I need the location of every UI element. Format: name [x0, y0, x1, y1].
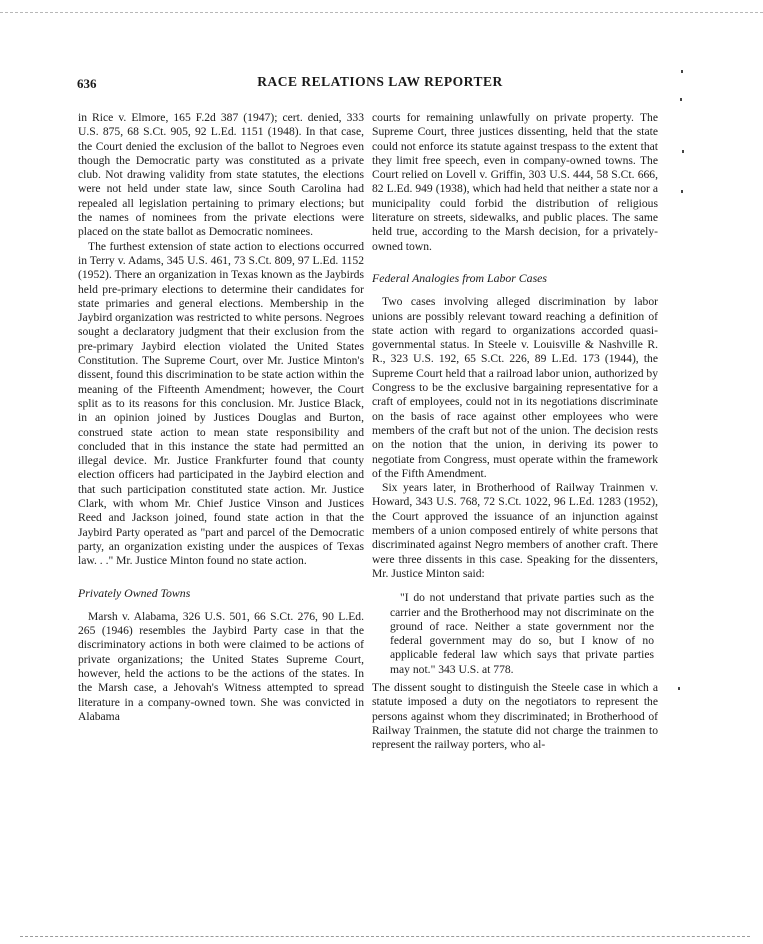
- paragraph: Six years later, in Brotherhood of Railway Trainmen v. Howard, 343 U.S. 768, 72 S.Ct. 1022, 96 L.Ed. 1283 (1952), the Court approved the issuance of an injunction against members of a union composed entirely of white persons that discriminated against Negro members of another craft. There were three dissents in this case. Speaking for the dissenters, Mr. Justice Minton said:: [372, 481, 658, 580]
- page-number: 636: [77, 76, 97, 91]
- block-quote: "I do not understand that private parties such as the carrier and the Brotherhood may not discriminate on the ground of race. Neither a state government nor the federal government may do so, but I know of no applicable federal law which says that private parties may not." 343 U.S. at 778.: [390, 591, 654, 676]
- section-heading: Privately Owned Towns: [78, 585, 191, 600]
- paragraph: The furthest extension of state action to elections occurred in Terry v. Adams, 345 U.S. 461, 73 S.Ct. 809, 97 L.Ed. 1152 (1952). There an organization in Texas known as the Jaybirds held pre-primary elections to determine their candidates for state primaries and general elections. Membership in the Jaybird organization was restricted to white persons. Negroes sought a declaratory judgment that their exclusion from the pre-primary Jaybird election violated the United States Constitution. The Supreme Court, over Mr. Justice Minton's dissent, found this discrimination to be state action within the meaning of the Fifteenth Amendment; however, the Court split as to its reasons for this conclusion. Mr. Justice Black, in an opinion joined by Justices Douglas and Burton, construed state action to mean state responsibility and concluded that in this instance the state had permitted an illegal device. Mr. Justice Frankfurter found that county election officers had participated in the Jaybird election and that such participation constituted state action. Mr. Justice Clark, with whom Mr. Chief Justice Vinson and Justices Reed and Jackson joined, found state action in that the Jaybird Party operated as "part and parcel of the Democratic party, an organization existing under the auspices of Texas law. . ." Mr. Justice Minton found no state action.: [78, 239, 364, 568]
- scan-edge-bottom: [20, 936, 750, 937]
- scan-speck: [681, 190, 683, 193]
- scan-speck: [678, 687, 680, 690]
- paragraph: Two cases involving alleged discrimination by labor unions are possibly relevant toward reaching a definition of state action with regard to organizations accorded quasi-governmental status. In Steele v. Louisville & Nashville R. R., 323 U.S. 192, 65 S.Ct. 226, 89 L.Ed. 173 (1944), the Supreme Court held that a railroad labor union, authorized by Congress to be the exclusive bargaining representative for a craft of employees, could not in its negotiations discriminate on the basis of race against other employees who were members of the craft but not of the union. The decision rests on the notion that the union, in deriving its power to negotiate from Congress, must operate within the framework of the Fifth Amendment.: [372, 295, 658, 480]
- section-heading: Federal Analogies from Labor Cases: [372, 270, 547, 285]
- scan-speck: [680, 98, 682, 101]
- scan-speck: [681, 70, 683, 73]
- scan-edge-top: [0, 12, 763, 13]
- paragraph: courts for remaining unlawfully on private property. The Supreme Court, three justices dissenting, held that the state could not enforce its statute against trespass to the extent that they limit free speech, even in company-owned towns. The Court relied on Lovell v. Griffin, 303 U.S. 444, 58 S.Ct. 666, 82 L.Ed. 949 (1938), which had held that neither a state nor a municipality could forbid the distribution of religious literature on streets, sidewalks, and public places. The same held true, according to the Marsh decision, for a privately-owned town.: [372, 111, 658, 253]
- scan-speck: [682, 150, 684, 153]
- paragraph: Marsh v. Alabama, 326 U.S. 501, 66 S.Ct. 276, 90 L.Ed. 265 (1946) resembles the Jaybird Party case in that the discriminatory actions in both were claimed to be actions of private organizations; the United States Supreme Court, however, held the actions to be the actions of the states. In the Marsh case, a Jehovah's Witness attempted to spread literature in a company-owned town. She was convicted in Alabama: [78, 609, 364, 723]
- left-column: [78, 111, 364, 724]
- right-column: [372, 111, 658, 752]
- paragraph: in Rice v. Elmore, 165 F.2d 387 (1947); cert. denied, 333 U.S. 875, 68 S.Ct. 905, 92 L.Ed. 1151 (1948). In that case, the Court denied the exclusion of the ballot to Negroes even though the Democratic party was constituted as a private club. Not drawing validity from state statutes, the elections were not held under state law, since South Carolina had repealed all legislation pertaining to primary elections; but the names of nominees from the private elections were placed on the state ballot as Democratic nominees.: [78, 111, 364, 239]
- running-head: RACE RELATIONS LAW REPORTER: [257, 74, 503, 89]
- paragraph: The dissent sought to distinguish the Steele case in which a statute imposed a duty on the negotiators to represent the persons against whom they discriminated; in Brotherhood of Railway Trainmen, the statute did not charge the trainmen to represent the railway porters, who al-: [372, 680, 658, 752]
